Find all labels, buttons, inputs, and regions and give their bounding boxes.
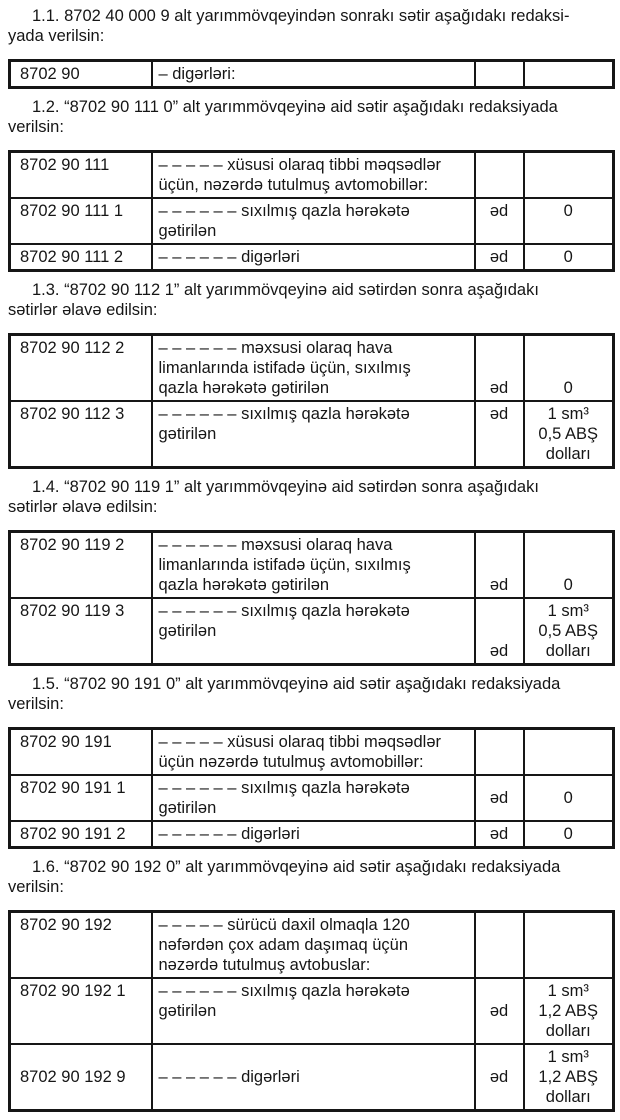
code-cell: 8702 90 191 1 <box>10 775 152 821</box>
heading-line: verilsin: <box>8 695 64 713</box>
value-cell: 0 <box>524 532 614 599</box>
unit-cell: əd <box>475 978 524 1044</box>
code-cell: 8702 90 192 9 <box>10 1044 152 1111</box>
section-1-5 <box>0 674 620 849</box>
description-cell: – – – – – xüsusi olaraq tibbi məqsədlər üçün nəzərdə tutulmuş avtomobillər: <box>152 729 475 776</box>
section-1-2 <box>0 97 620 272</box>
section-heading <box>8 674 610 714</box>
unit-cell: əd <box>475 598 524 665</box>
description-cell: – – – – – – məxsusi olaraq hava limanlarında istifadə üçün, sıxılmış qazla hərəkətə gətirilən <box>152 335 475 402</box>
section-heading <box>8 857 610 897</box>
value-cell: 0 <box>524 775 614 821</box>
value-cell: 0 <box>524 335 614 402</box>
description-cell: – – – – – – məxsusi olaraq hava limanlarında istifadə üçün, sıxılmış qazla hərəkətə gətirilən <box>152 532 475 599</box>
heading-line: sətirlər əlavə edilsin: <box>8 498 158 516</box>
value-cell <box>524 152 614 199</box>
section-1-6 <box>0 857 620 1112</box>
value-cell: 0 <box>524 244 614 271</box>
unit-cell: əd <box>475 1044 524 1111</box>
heading-line: 1.1. 8702 40 000 9 alt yarımmövqeyindən sonrakı sətir aşağıdakı redaksi- <box>32 7 570 25</box>
value-cell <box>524 61 614 88</box>
value-cell: 1 sm³ 1,2 ABŞ dolları <box>524 978 614 1044</box>
heading-line: 1.3. “8702 90 112 1” alt yarımmövqeyinə aid sətirdən sonra aşağıdakı <box>32 281 539 299</box>
table-row <box>10 775 614 821</box>
description-cell: – – – – – – sıxılmış qazla hərəkətə gətirilən <box>152 978 475 1044</box>
unit-cell <box>475 152 524 199</box>
value-cell: 0 <box>524 821 614 848</box>
code-cell: 8702 90 191 2 <box>10 821 152 848</box>
section-1-4 <box>0 477 620 666</box>
tariff-table <box>8 727 615 849</box>
unit-cell <box>475 729 524 776</box>
code-cell: 8702 90 192 1 <box>10 978 152 1044</box>
code-cell: 8702 90 119 3 <box>10 598 152 665</box>
value-cell: 0 <box>524 198 614 244</box>
table-row <box>10 244 614 271</box>
code-cell: 8702 90 <box>10 61 152 88</box>
table-row <box>10 821 614 848</box>
section-heading <box>8 6 610 46</box>
tariff-table <box>8 530 615 666</box>
table-row <box>10 912 614 979</box>
heading-line: 1.6. “8702 90 192 0” alt yarımmövqeyinə aid sətir aşağıdakı redaksiyada <box>32 858 561 876</box>
heading-line: 1.4. “8702 90 119 1” alt yarımmövqeyinə aid sətirdən sonra aşağıdakı <box>32 478 539 496</box>
code-cell: 8702 90 112 3 <box>10 401 152 468</box>
table-row <box>10 729 614 776</box>
heading-line: yada verilsin: <box>8 27 105 45</box>
code-cell: 8702 90 112 2 <box>10 335 152 402</box>
heading-line: sətirlər əlavə edilsin: <box>8 301 158 319</box>
tariff-table <box>8 910 615 1112</box>
code-cell: 8702 90 191 <box>10 729 152 776</box>
description-cell: – – – – – – digərləri <box>152 244 475 271</box>
description-cell: – – – – – xüsusi olaraq tibbi məqsədlər üçün, nəzərdə tutulmuş avtomobillər: <box>152 152 475 199</box>
description-cell: – – – – – – sıxılmış qazla hərəkətə gətirilən <box>152 598 475 665</box>
value-cell: 1 sm³ 0,5 ABŞ dolları <box>524 598 614 665</box>
description-cell: – – – – – sürücü daxil olmaqla 120 nəfərdən çox adam daşımaq üçün nəzərdə tutulmuş avtobuslar: <box>152 912 475 979</box>
table-row <box>10 152 614 199</box>
value-cell <box>524 729 614 776</box>
description-cell: – – – – – – digərləri <box>152 821 475 848</box>
table-row <box>10 61 614 88</box>
section-1-1 <box>0 6 620 89</box>
unit-cell <box>475 912 524 979</box>
description-cell: – – – – – – sıxılmış qazla hərəkətə gətirilən <box>152 198 475 244</box>
value-cell <box>524 912 614 979</box>
unit-cell: əd <box>475 532 524 599</box>
unit-cell: əd <box>475 401 524 468</box>
code-cell: 8702 90 192 <box>10 912 152 979</box>
code-cell: 8702 90 111 2 <box>10 244 152 271</box>
tariff-table <box>8 150 615 272</box>
table-row <box>10 532 614 599</box>
value-cell: 1 sm³ 0,5 ABŞ dolları <box>524 401 614 468</box>
table-row <box>10 198 614 244</box>
value-cell: 1 sm³ 1,2 ABŞ dolları <box>524 1044 614 1111</box>
table-row <box>10 401 614 468</box>
description-cell: – – – – – – sıxılmış qazla hərəkətə gətirilən <box>152 401 475 468</box>
unit-cell: əd <box>475 244 524 271</box>
table-row <box>10 335 614 402</box>
section-heading <box>8 280 610 320</box>
unit-cell <box>475 61 524 88</box>
table-row <box>10 978 614 1044</box>
table-row <box>10 1044 614 1111</box>
description-cell: – – – – – – sıxılmış qazla hərəkətə gətirilən <box>152 775 475 821</box>
description-cell: – digərləri: <box>152 61 475 88</box>
code-cell: 8702 90 111 <box>10 152 152 199</box>
code-cell: 8702 90 111 1 <box>10 198 152 244</box>
heading-line: verilsin: <box>8 878 64 896</box>
section-1-3 <box>0 280 620 469</box>
heading-line: 1.5. “8702 90 191 0” alt yarımmövqeyinə aid sətir aşağıdakı redaksiyada <box>32 675 561 693</box>
section-heading <box>8 477 610 517</box>
table-row <box>10 598 614 665</box>
unit-cell: əd <box>475 335 524 402</box>
unit-cell: əd <box>475 775 524 821</box>
code-cell: 8702 90 119 2 <box>10 532 152 599</box>
unit-cell: əd <box>475 198 524 244</box>
tariff-table <box>8 59 615 89</box>
section-heading <box>8 97 610 137</box>
heading-line: verilsin: <box>8 118 64 136</box>
tariff-table <box>8 333 615 469</box>
unit-cell: əd <box>475 821 524 848</box>
heading-line: 1.2. “8702 90 111 0” alt yarımmövqeyinə aid sətir aşağıdakı redaksiyada <box>32 98 558 116</box>
description-cell: – – – – – – digərləri <box>152 1044 475 1111</box>
